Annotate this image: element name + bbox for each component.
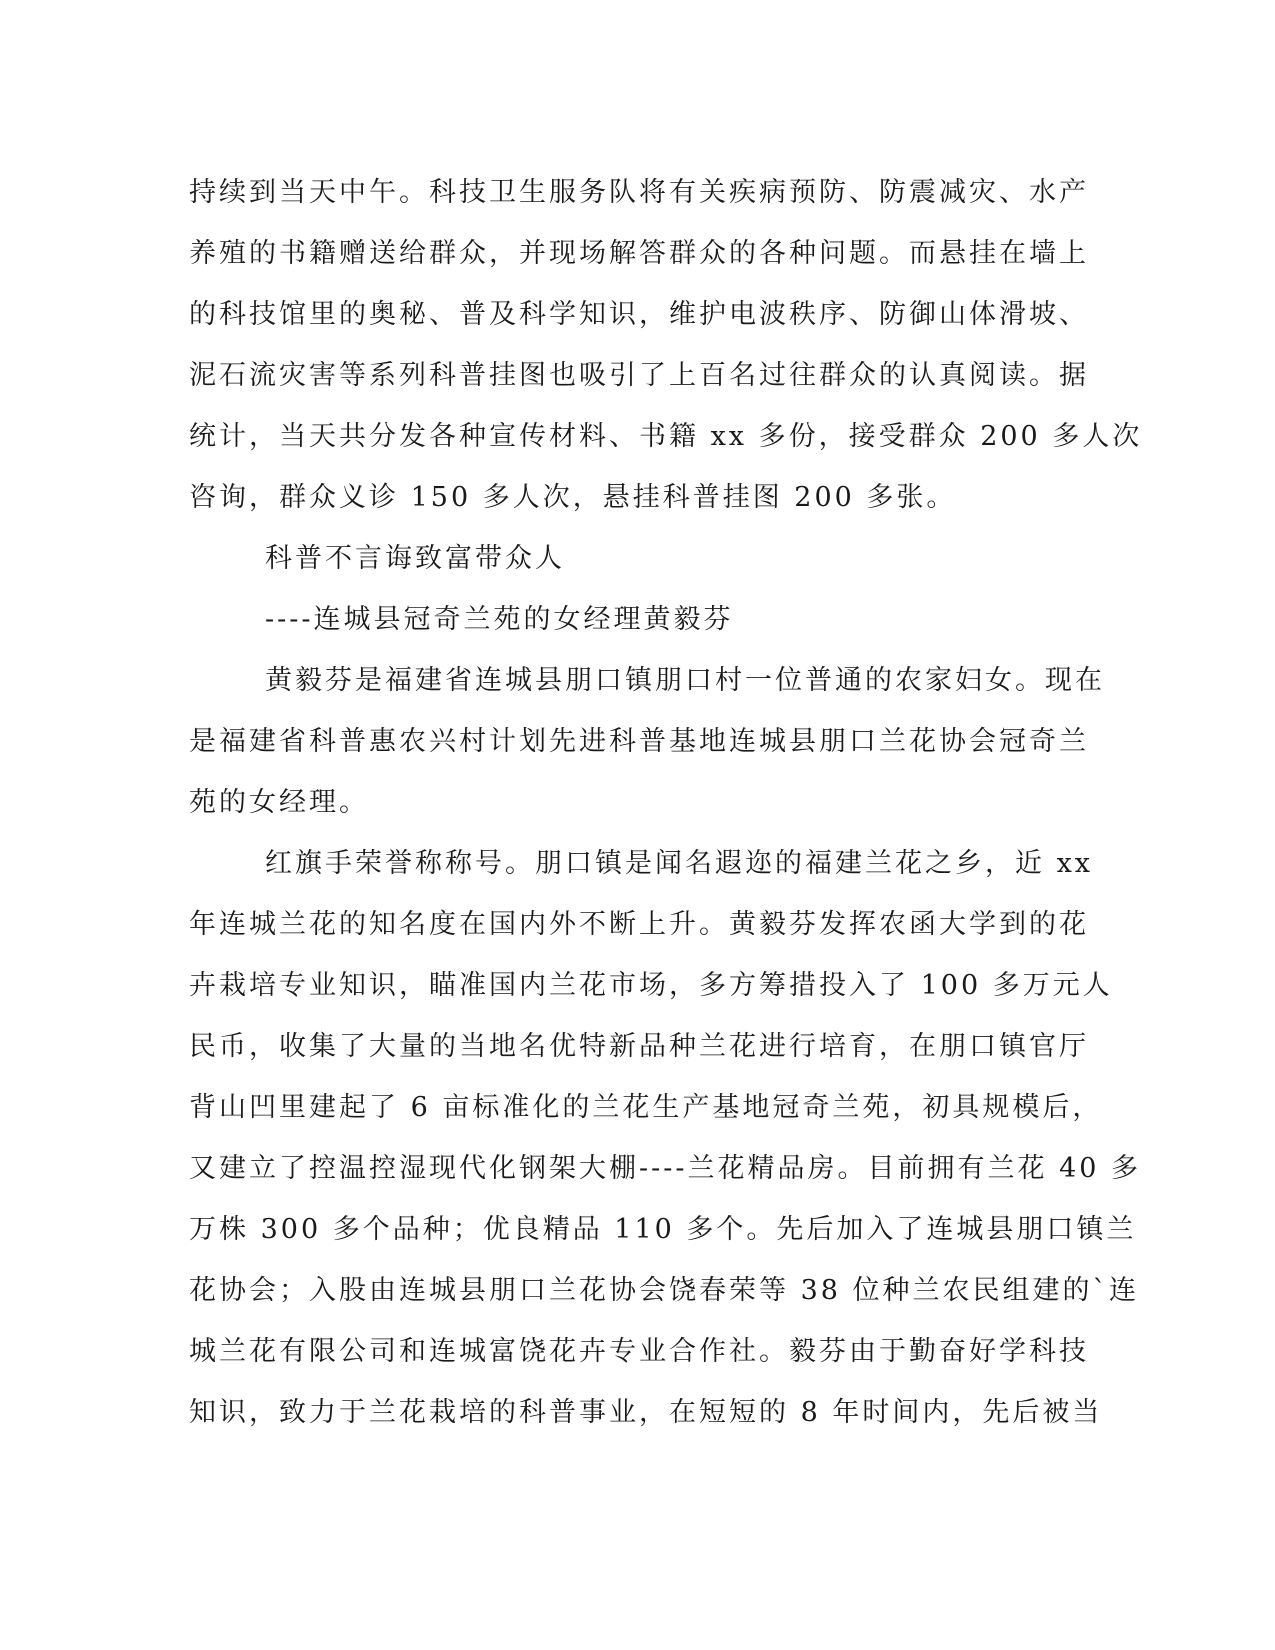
text-line: 又建立了控温控湿现代化钢架大棚----兰花精品房。目前拥有兰花 40 多: [189, 1153, 1142, 1184]
text-line: 是福建省科普惠农兴村计划先进科普基地连城县朋口兰花协会冠奇兰: [189, 726, 1089, 757]
section-title: 科普不言诲致富带众人: [265, 543, 565, 574]
text-line: 苑的女经理。: [189, 787, 369, 818]
text-line: 养殖的书籍赠送给群众，并现场解答群众的各种问题。而悬挂在墙上: [189, 238, 1089, 269]
paragraph-start: 红旗手荣誉称称号。朋口镇是闻名遐迩的福建兰花之乡，近 xx: [265, 848, 1094, 879]
paragraph-start: 黄毅芬是福建省连城县朋口镇朋口村一位普通的农家妇女。现在: [265, 665, 1105, 696]
document-body: [189, 162, 1143, 1443]
text-line: 的科技馆里的奥秘、普及科学知识，维护电波秩序、防御山体滑坡、: [189, 299, 1089, 330]
text-line: 持续到当天中午。科技卫生服务队将有关疾病预防、防震减灾、水产: [189, 177, 1089, 208]
text-line: 民币，收集了大量的当地名优特新品种兰花进行培育，在朋口镇官厅: [189, 1031, 1089, 1062]
text-line: 统计，当天共分发各种宣传材料、书籍 xx 多份，接受群众 200 多人次: [189, 421, 1143, 452]
text-line: 泥石流灾害等系列科普挂图也吸引了上百名过往群众的认真阅读。据: [189, 360, 1089, 391]
text-line: 花协会；入股由连城县朋口兰花协会饶春荣等 38 位种兰农民组建的`连: [189, 1275, 1140, 1306]
text-line: 背山凹里建起了 6 亩标准化的兰花生产基地冠奇兰苑，初具规模后，: [189, 1092, 1103, 1123]
text-line: 咨询，群众义诊 150 多人次，悬挂科普挂图 200 多张。: [189, 482, 957, 513]
text-line: 万株 300 多个品种；优良精品 110 多个。先后加入了连城县朋口镇兰: [189, 1214, 1137, 1245]
text-line: 知识，致力于兰花栽培的科普事业，在短短的 8 年时间内，先后被当: [189, 1397, 1103, 1428]
text-line: 年连城兰花的知名度在国内外不断上升。黄毅芬发挥农函大学到的花: [189, 909, 1089, 940]
text-line: 卉栽培专业知识，瞄准国内兰花市场，多方筹措投入了 100 多万元人: [189, 970, 1113, 1001]
text-line: 城兰花有限公司和连城富饶花卉专业合作社。毅芬由于勤奋好学科技: [189, 1336, 1089, 1367]
section-subtitle: ----连城县冠奇兰苑的女经理黄毅芬: [265, 604, 734, 635]
